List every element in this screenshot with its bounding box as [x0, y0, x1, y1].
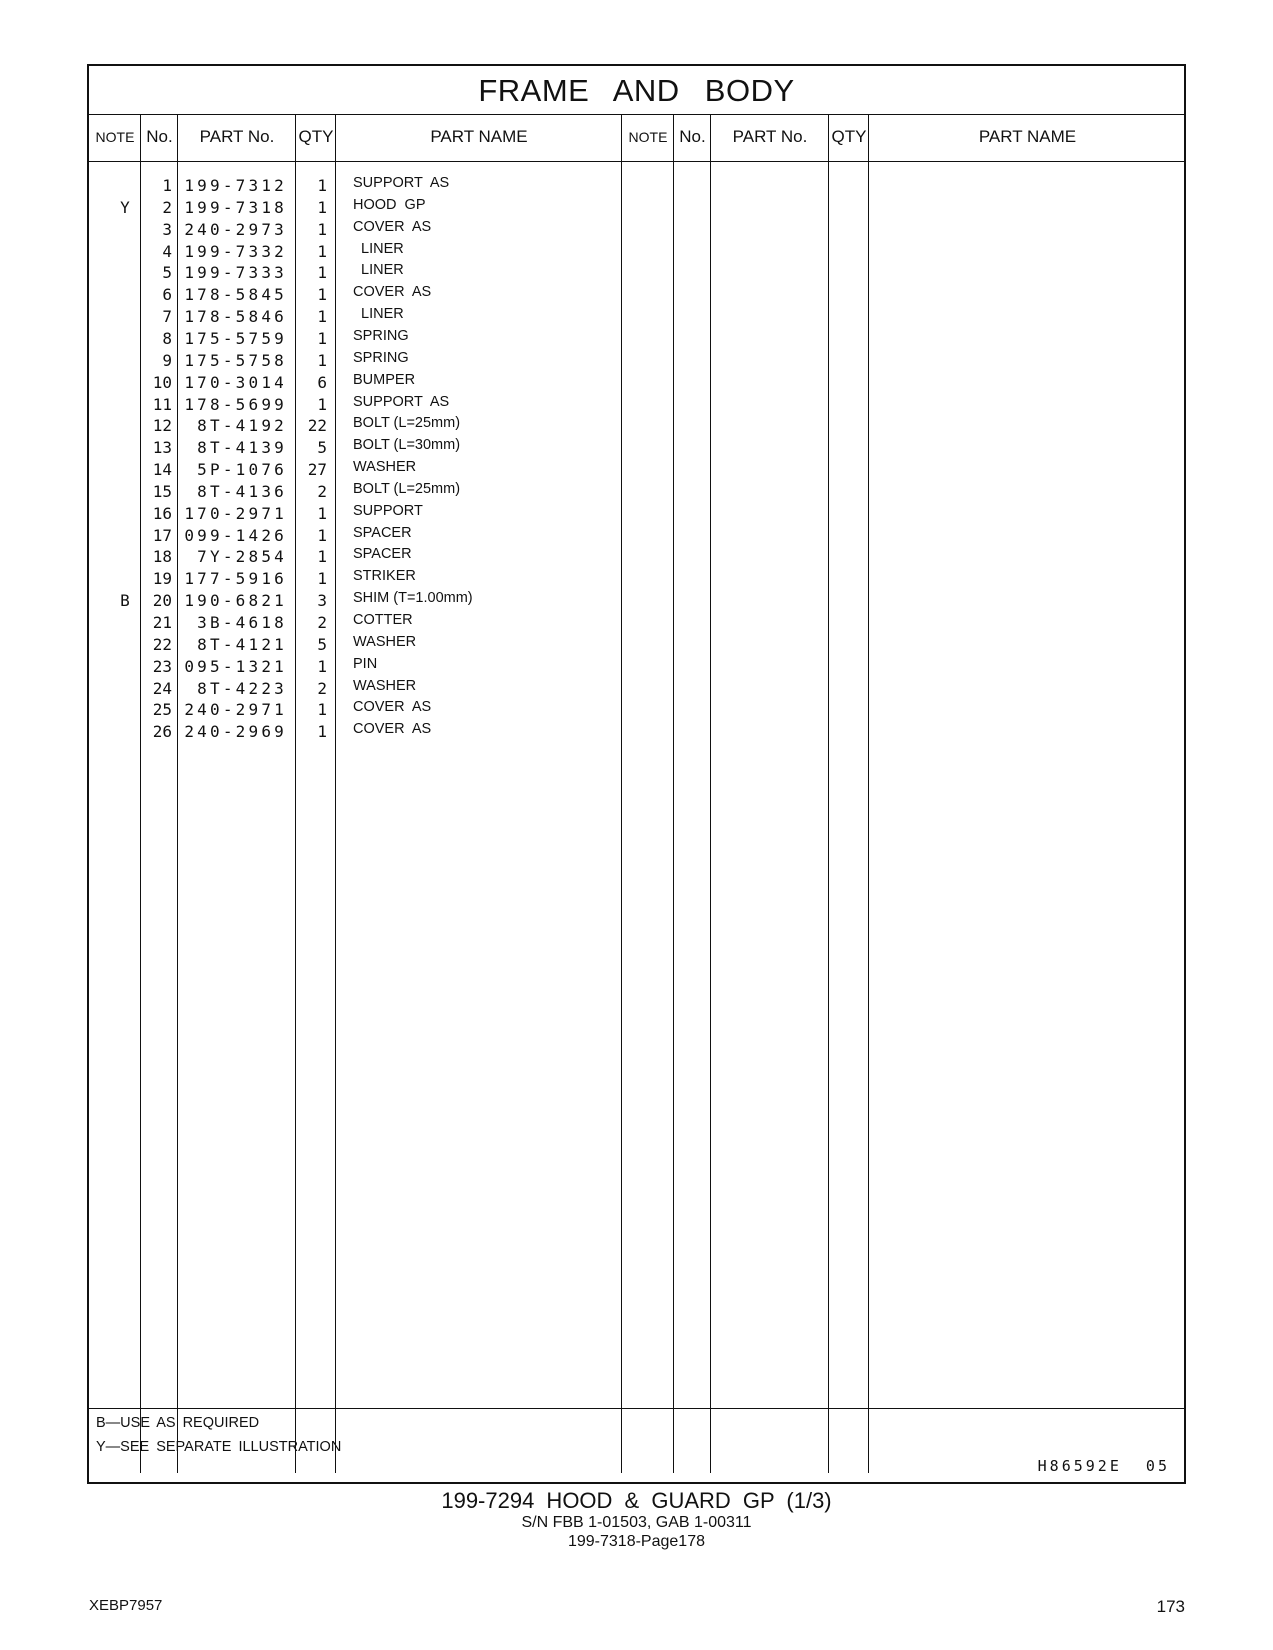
section-title: FRAME AND BODY	[89, 66, 1184, 115]
table-row	[89, 435, 649, 458]
row-part-number: 199-7312	[184, 176, 287, 195]
row-part-number: 8T-4223	[197, 678, 287, 698]
row-part-name: BUMPER	[353, 371, 416, 388]
row-number: 1	[162, 176, 172, 195]
row-part-number: 175-5759	[184, 328, 287, 348]
illustration-code: H86592E 05	[1037, 1457, 1170, 1475]
row-quantity: 1	[317, 219, 327, 239]
header-qty-left: QTY	[298, 127, 334, 146]
row-part-name: BOLT (L=30mm)	[353, 437, 461, 454]
table-row	[89, 260, 649, 283]
row-quantity: 1	[317, 241, 327, 261]
row-part-name: BOLT (L=25mm)	[353, 415, 461, 432]
header-no-left: No.	[146, 127, 173, 146]
row-part-name: PIN	[353, 655, 378, 672]
header-note-right: NOTE	[628, 129, 668, 145]
table-row	[89, 304, 649, 327]
row-part-number: 178-5845	[184, 285, 287, 305]
row-part-name: COTTER	[353, 612, 413, 628]
table-row	[89, 217, 649, 240]
row-part-name: SPRING	[353, 349, 409, 366]
serial-numbers: S/N FBB 1-01503, GAB 1-00311	[521, 1514, 752, 1531]
row-number: 22	[152, 634, 172, 654]
row-number: 20	[152, 591, 172, 611]
row-number: 8	[162, 328, 172, 348]
row-part-number: 175-5758	[184, 350, 287, 370]
header-note-left: NOTE	[95, 129, 135, 145]
row-number: 25	[152, 700, 172, 720]
row-quantity: 1	[317, 176, 327, 195]
row-part-number: 240-2971	[184, 700, 287, 720]
row-number: 24	[152, 678, 172, 698]
row-quantity: 22	[307, 416, 327, 436]
row-quantity: 2	[317, 613, 327, 632]
row-part-number: 095-1321	[184, 656, 287, 676]
table-row	[89, 654, 649, 677]
row-part-number: 177-5916	[184, 569, 287, 589]
row-quantity: 1	[317, 656, 327, 676]
row-quantity: 1	[317, 328, 327, 348]
row-number: 23	[152, 656, 172, 676]
table-body	[89, 161, 1184, 1425]
row-quantity: 5	[317, 634, 327, 654]
row-note: B	[120, 591, 130, 611]
row-number: 17	[152, 525, 172, 545]
group-title: 199-7294 HOOD & GUARD GP (1/3)	[441, 1488, 832, 1513]
row-number: 2	[162, 197, 172, 217]
table-row	[89, 588, 649, 611]
table-row	[89, 173, 649, 196]
table-row	[89, 413, 649, 436]
row-number: 18	[152, 547, 172, 567]
row-quantity: 2	[317, 678, 327, 698]
header-part-no-left: PART No.	[199, 127, 275, 146]
page-reference: 199-7318-Page178	[567, 1533, 705, 1550]
row-part-number: 8T-4139	[197, 438, 287, 458]
row-part-name: COVER AS	[353, 284, 432, 301]
row-number: 21	[152, 613, 172, 632]
document-number: XEBP7957	[89, 1597, 163, 1614]
row-number: 13	[152, 438, 172, 458]
row-number: 6	[162, 285, 172, 305]
row-number: 9	[162, 350, 172, 370]
row-quantity: 1	[317, 263, 327, 283]
row-part-name: LINER	[353, 262, 404, 279]
row-quantity: 1	[317, 307, 327, 327]
row-part-name: SPACER	[353, 546, 412, 563]
table-row	[89, 523, 649, 546]
header-qty-right: QTY	[831, 127, 867, 146]
row-part-number: 240-2973	[184, 219, 287, 239]
row-part-number: 8T-4121	[197, 634, 287, 654]
row-part-name: HOOD GP	[353, 196, 426, 213]
row-number: 16	[152, 503, 172, 523]
row-quantity: 3	[317, 591, 327, 611]
table-footer	[89, 1408, 1184, 1485]
row-part-name: WASHER	[353, 633, 417, 650]
row-quantity: 1	[317, 569, 327, 589]
note-y: Y—SEE SEPARATE ILLUSTRATION	[96, 1439, 342, 1455]
row-part-number: 240-2969	[184, 722, 287, 742]
table-row	[89, 326, 649, 349]
row-part-name: LINER	[353, 240, 404, 257]
row-part-name: BOLT (L=25mm)	[353, 480, 461, 497]
row-part-name: WASHER	[353, 677, 417, 694]
row-note: Y	[120, 197, 130, 217]
header-part-name-left: PART NAME	[430, 127, 528, 146]
row-quantity: 1	[317, 700, 327, 720]
header-no-right: No.	[679, 127, 706, 146]
header-part-name-right: PART NAME	[978, 127, 1077, 146]
row-number: 11	[152, 394, 172, 414]
table-row	[89, 392, 649, 415]
row-quantity: 5	[317, 438, 327, 458]
table-row	[89, 370, 649, 393]
row-number: 10	[152, 372, 172, 392]
row-number: 15	[152, 481, 172, 501]
row-part-number: 178-5846	[184, 307, 287, 327]
row-part-number: 8T-4136	[197, 481, 287, 501]
row-part-name: SUPPORT AS	[353, 175, 450, 191]
table-row	[89, 676, 649, 699]
row-quantity: 1	[317, 285, 327, 305]
row-part-name: SUPPORT	[353, 502, 423, 519]
table-row	[89, 632, 649, 655]
row-quantity: 1	[317, 394, 327, 414]
table-row	[89, 348, 649, 371]
row-part-number: 099-1426	[184, 525, 287, 545]
row-part-number: 199-7333	[184, 263, 287, 283]
row-number: 12	[152, 416, 172, 436]
row-part-number: 199-7318	[184, 197, 287, 217]
row-part-name: LINER	[353, 306, 404, 323]
row-part-name: WASHER	[353, 459, 417, 476]
row-number: 5	[162, 263, 172, 283]
table-row	[89, 457, 649, 480]
row-quantity: 27	[307, 460, 327, 480]
table-row	[89, 610, 649, 633]
row-part-number: 190-6821	[184, 591, 287, 611]
row-part-name: SPRING	[353, 327, 409, 344]
row-quantity: 1	[317, 525, 327, 545]
table-row	[89, 479, 649, 502]
row-part-name: SPACER	[353, 524, 412, 541]
row-part-name: SHIM (T=1.00mm)	[353, 590, 473, 607]
row-quantity: 2	[317, 481, 327, 501]
table-row	[89, 282, 649, 305]
row-quantity: 1	[317, 722, 327, 742]
table-row	[89, 544, 649, 567]
row-quantity: 1	[317, 547, 327, 567]
row-number: 19	[152, 569, 172, 589]
row-number: 3	[162, 219, 172, 239]
row-part-number: 3B-4618	[197, 613, 287, 632]
row-part-name: SUPPORT AS	[353, 393, 450, 410]
row-quantity: 6	[317, 372, 327, 392]
row-part-number: 178-5699	[184, 394, 287, 414]
row-part-number: 5P-1076	[197, 460, 287, 480]
table-row	[89, 195, 649, 218]
row-quantity: 1	[317, 503, 327, 523]
row-part-number: 7Y-2854	[197, 547, 287, 567]
page-number: 173	[1156, 1597, 1185, 1616]
table-row	[89, 566, 649, 589]
row-part-number: 8T-4192	[197, 416, 287, 436]
row-part-name: COVER AS	[353, 218, 432, 235]
row-part-name: COVER AS	[353, 699, 432, 716]
row-number: 7	[162, 307, 172, 327]
row-number: 26	[152, 722, 172, 742]
header-part-no-right: PART No.	[732, 127, 808, 146]
parts-table-frame	[87, 64, 1186, 1484]
table-row	[89, 501, 649, 524]
note-b: B—USE AS REQUIRED	[96, 1415, 260, 1431]
row-part-number: 170-2971	[184, 503, 287, 523]
row-part-name: COVER AS	[353, 721, 432, 738]
row-part-name: STRIKER	[353, 568, 416, 585]
table-row	[89, 697, 649, 720]
row-number: 4	[162, 241, 172, 261]
table-row	[89, 239, 649, 262]
row-part-number: 170-3014	[184, 372, 287, 392]
row-number: 14	[152, 460, 172, 480]
table-header	[89, 114, 1184, 162]
row-quantity: 1	[317, 197, 327, 217]
row-quantity: 1	[317, 350, 327, 370]
row-part-number: 199-7332	[184, 241, 287, 261]
table-row	[89, 719, 649, 742]
